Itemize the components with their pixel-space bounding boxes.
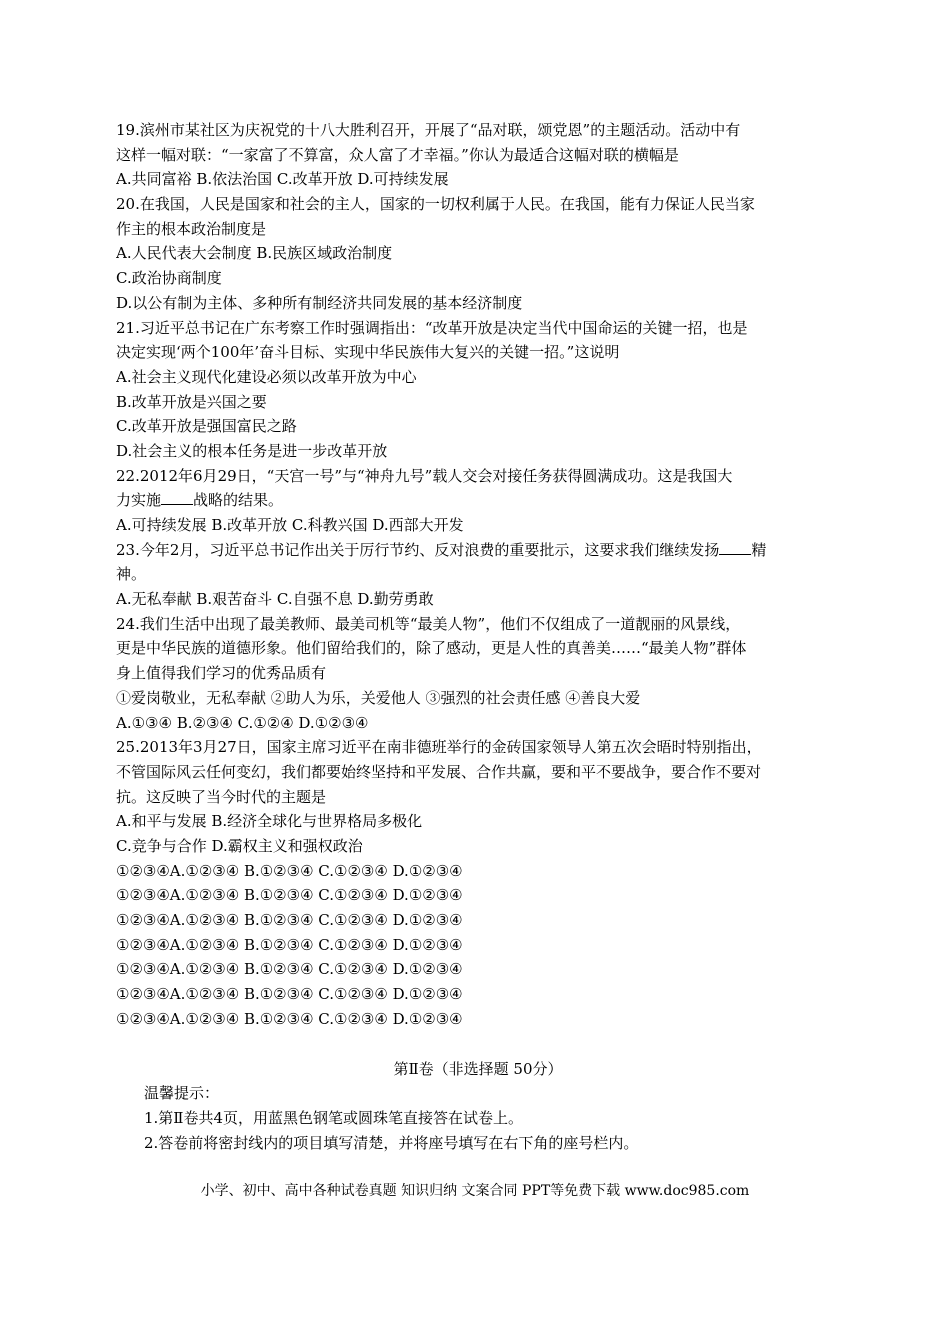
question-stem-line (116, 488, 840, 513)
question-stem-line (116, 538, 840, 563)
question-stem-line: 作主的根本政治制度是 (116, 219, 267, 238)
question-stem-line: 抗。这反映了当今时代的主题是 (116, 787, 327, 806)
answer-blank (719, 540, 751, 555)
question-21 (116, 316, 840, 464)
repeated-line: ①②③④A.①②③④ B.①②③④ C.①②③④ D.①②③④ (116, 886, 463, 905)
note-item: 2.答卷前将密封线内的项目填写清楚，并将座号填写在右下角的座号栏内。 (144, 1133, 639, 1152)
question-stem-line: 20.在我国，人民是国家和社会的主人，国家的一切权利属于人民。在我国，能有力保证人民当家 (116, 195, 755, 214)
question-stem-line: ①爱岗敬业，无私奉献 ②助人为乐，关爱他人 ③强烈的社会责任感 ④善良大爱 (116, 688, 641, 707)
stem-text: 23.今年2月，习近平总书记作出关于厉行节约、反对浪费的重要批示，这要求我们继续发扬 (116, 540, 720, 559)
stem-text: 力实施 (116, 491, 162, 510)
question-options: A.①③④ B.②③④ C.①②④ D.①②③④ (116, 713, 369, 732)
question-options: A.共同富裕 B.依法治国 C.改革开放 D.可持续发展 (116, 170, 449, 189)
question-stem-line: 身上值得我们学习的优秀品质有 (116, 664, 327, 683)
repeated-line: ①②③④A.①②③④ B.①②③④ C.①②③④ D.①②③④ (116, 911, 463, 929)
question-stem-line: 这样一幅对联：“一家富了不算富，众人富了才幸福。”你认为最适合这幅对联的横幅是 (116, 145, 679, 164)
question-stem-line: 19.滨州市某社区为庆祝党的十八大胜利召开，开展了“品对联，颂党恩”的主题活动。活动中有 (116, 121, 741, 139)
question-option: D.以公有制为主体、多种所有制经济共同发展的基本经济制度 (116, 293, 523, 312)
question-stem-line: 21.习近平总书记在广东考察工作时强调指出：“改革开放是决定当代中国命运的关键一招，也是 (116, 318, 748, 337)
question-stem-line: 决定实现‘两个100年’奋斗目标、实现中华民族伟大复兴的关键一招。”这说明 (116, 343, 620, 362)
repeated-line: ①②③④A.①②③④ B.①②③④ C.①②③④ D.①②③④ (116, 960, 463, 979)
question-20 (116, 192, 840, 315)
question-option: B.改革开放是兴国之要 (116, 392, 267, 411)
answer-blank (161, 490, 193, 505)
section-title: 第Ⅱ卷（非选择题 50分） (393, 1060, 563, 1079)
question-options: A.可持续发展 B.改革开放 C.科教兴国 D.西部大开发 (116, 516, 464, 534)
question-stem-line: 神。 (116, 565, 147, 584)
notes-heading: 温馨提示： (144, 1084, 220, 1103)
question-options: A.无私奉献 B.艰苦奋斗 C.自强不息 D.勤劳勇敢 (116, 590, 434, 609)
stem-text: 战略的结果。 (193, 491, 284, 510)
question-19 (116, 118, 840, 192)
question-option: D.社会主义的根本任务是进一步改革开放 (116, 441, 388, 460)
question-option: A.人民代表大会制度 B.民族区域政治制度 (116, 244, 393, 263)
question-23 (116, 538, 840, 612)
question-stem-line: 更是中华民族的道德形象。他们留给我们的，除了感动，更是人性的真善美……“最美人物”群体 (116, 639, 747, 658)
question-22 (116, 464, 840, 538)
page-content (116, 118, 840, 1156)
question-stem-line: 25.2013年3月27日，国家主席习近平在南非德班举行的金砖国家领导人第五次会晤时特别指出， (116, 738, 762, 757)
page-footer: 小学、初中、高中各种试卷真题 知识归纳 文案合同 PPT等免费下载 www.doc985.com (200, 1183, 750, 1199)
question-option: C.改革开放是强国富民之路 (116, 417, 297, 436)
question-24 (116, 612, 840, 735)
repeated-line: ①②③④A.①②③④ B.①②③④ C.①②③④ D.①②③④ (116, 935, 463, 954)
question-stem-line: 24.我们生活中出现了最美教师、最美司机等“最美人物”，他们不仅组成了一道靓丽的风景线， (116, 614, 741, 633)
question-stem-line: 不管国际风云任何变幻，我们都要始终坚持和平发展、合作共赢，要和平不要战争，要合作不要对 (116, 762, 762, 781)
note-item: 1.第Ⅱ卷共4页，用蓝黑色钢笔或圆珠笔直接答在试卷上。 (144, 1109, 524, 1128)
repeated-line: ①②③④A.①②③④ B.①②③④ C.①②③④ D.①②③④ (116, 985, 463, 1004)
question-option: C.竞争与合作 D.霸权主义和强权政治 (116, 836, 363, 855)
repeated-line: ①②③④A.①②③④ B.①②③④ C.①②③④ D.①②③④ (116, 861, 463, 880)
question-option: C.政治协商制度 (116, 269, 222, 288)
question-option: A.社会主义现代化建设必须以改革开放为中心 (116, 367, 417, 386)
question-25 (116, 735, 840, 858)
repeated-options-block (116, 859, 840, 1032)
stem-text: 精 (751, 540, 767, 559)
question-stem-line: 22.2012年6月29日，“天宫一号”与“神舟九号”载人交会对接任务获得圆满成功。这是我国大 (116, 466, 733, 485)
question-option: A.和平与发展 B.经济全球化与世界格局多极化 (116, 812, 423, 831)
repeated-line: ①②③④A.①②③④ B.①②③④ C.①②③④ D.①②③④ (116, 1009, 463, 1028)
notes-block (116, 1081, 840, 1155)
